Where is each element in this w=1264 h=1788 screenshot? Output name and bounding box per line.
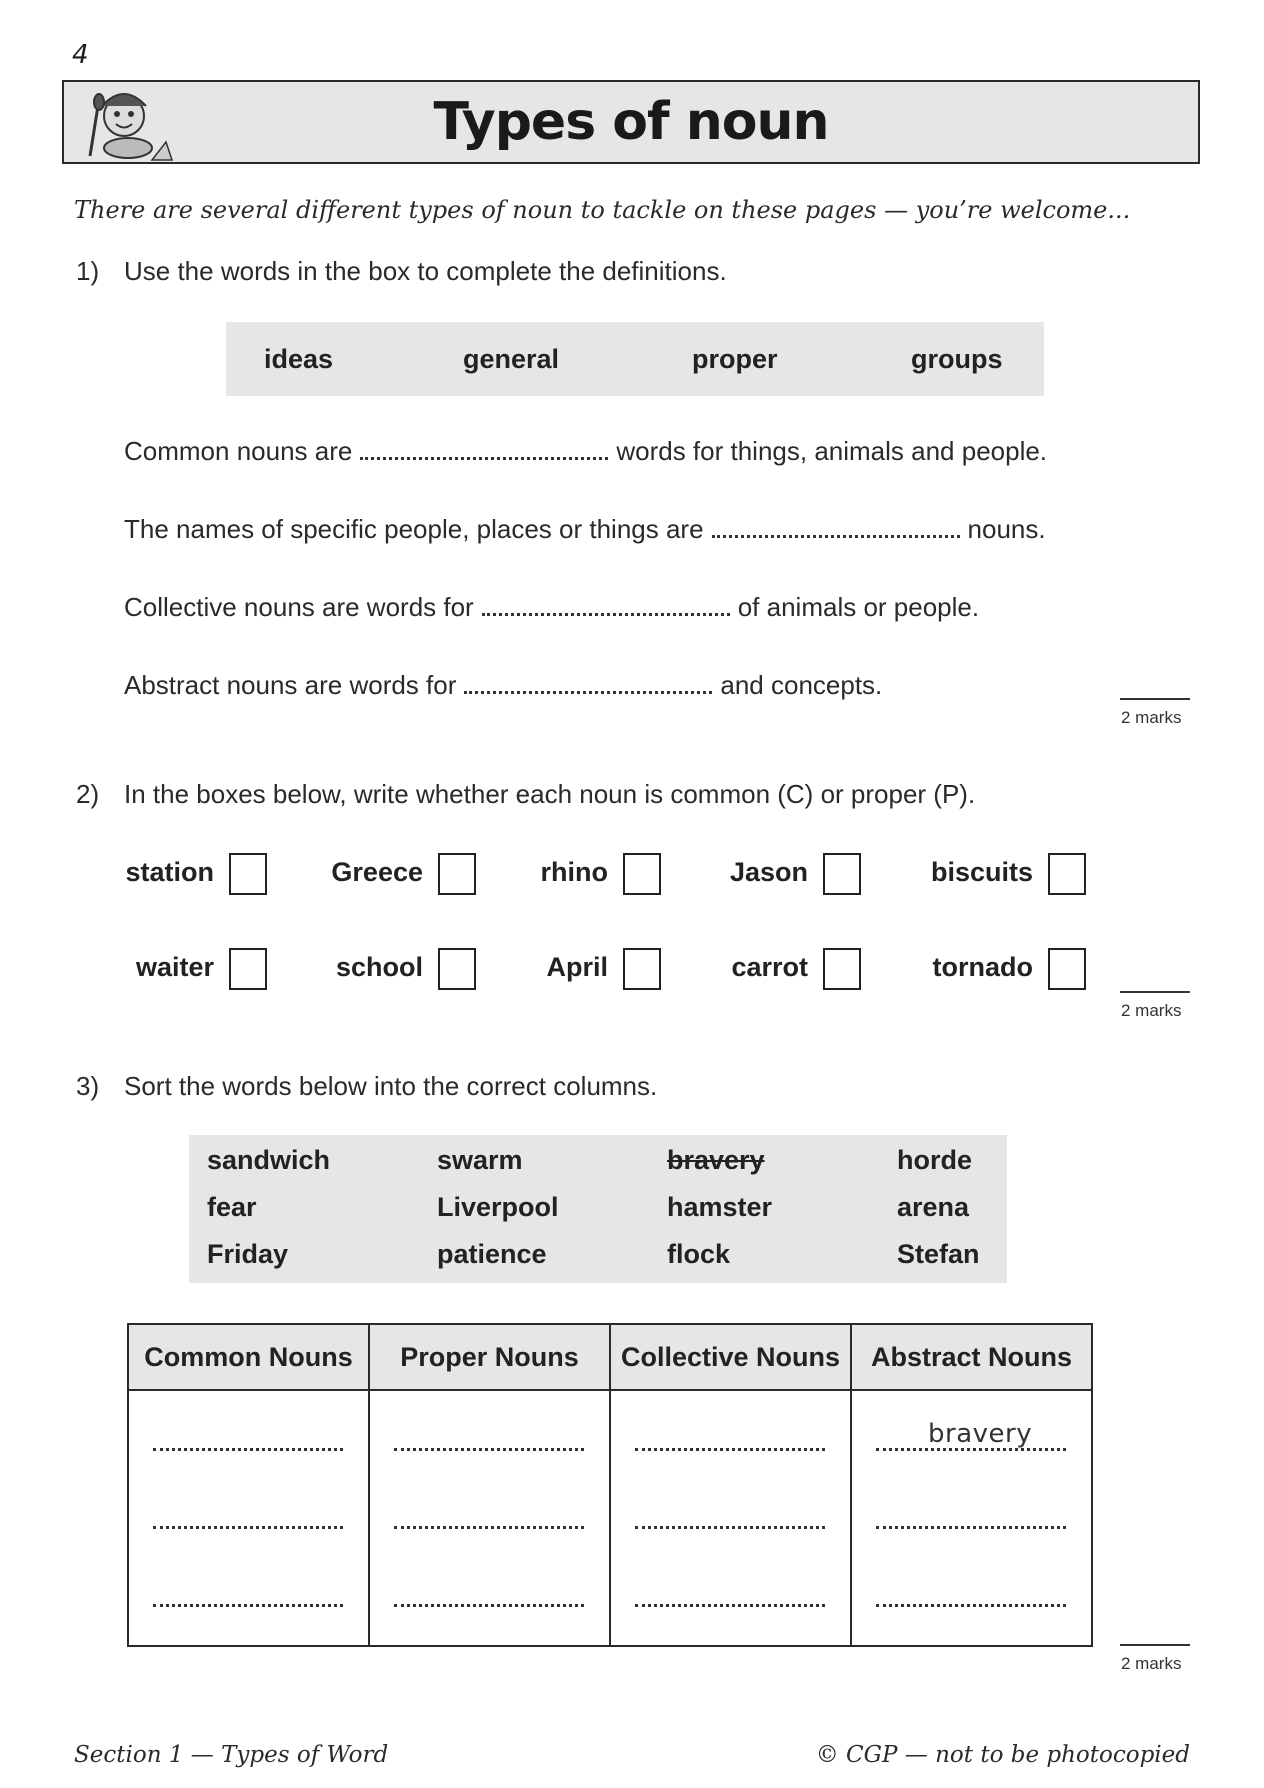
- sentence-start: Common nouns are: [124, 436, 353, 466]
- example-answer: bravery: [928, 1419, 1033, 1449]
- noun-label: waiter: [135, 952, 214, 982]
- table-header-row: [128, 1324, 1092, 1390]
- noun-answer-box[interactable]: [229, 948, 267, 990]
- noun-label: Jason: [729, 857, 808, 887]
- sentence-end: nouns.: [967, 514, 1046, 544]
- noun-answer-box[interactable]: [438, 948, 476, 990]
- answer-line[interactable]: [635, 1602, 825, 1607]
- sort-word: swarm: [437, 1145, 523, 1175]
- sentence-start: The names of specific people, places or things are: [124, 514, 704, 544]
- marks-line: [1120, 698, 1190, 700]
- q1-prompt: Use the words in the box to complete the definitions.: [124, 256, 727, 286]
- title-banner: [62, 80, 1200, 164]
- answer-line[interactable]: [394, 1446, 584, 1451]
- box-word: ideas: [264, 344, 334, 374]
- noun-label: carrot: [731, 952, 808, 982]
- page-number: 4: [72, 40, 89, 70]
- noun-sort-table: [127, 1323, 1093, 1647]
- column-header: Abstract Nouns: [851, 1324, 1092, 1390]
- box-word: proper: [692, 344, 778, 374]
- answer-line[interactable]: [876, 1446, 1066, 1451]
- definition-sentence: [124, 669, 882, 701]
- q2-number: 2): [76, 779, 100, 809]
- definition-sentence: [124, 591, 979, 623]
- sentence-end: of animals or people.: [737, 592, 980, 622]
- sort-word: Stefan: [897, 1239, 980, 1269]
- noun-answer-box[interactable]: [1048, 948, 1086, 990]
- noun-answer-box[interactable]: [623, 853, 661, 895]
- q2-marks: 2 marks: [1121, 1001, 1182, 1020]
- sort-word: sandwich: [207, 1145, 331, 1175]
- q3-word-box: [189, 1135, 1007, 1283]
- sort-word: hamster: [667, 1192, 773, 1222]
- answer-line[interactable]: [153, 1602, 343, 1607]
- sort-word: patience: [437, 1239, 547, 1269]
- sort-word-crossed: bravery: [667, 1145, 765, 1175]
- definition-sentence: [124, 513, 1046, 545]
- footer-copyright: © CGP — not to be photocopied: [815, 1742, 1190, 1768]
- q3-prompt: Sort the words below into the correct columns.: [124, 1071, 658, 1101]
- proper-nouns-cell: [369, 1390, 610, 1646]
- sort-word: Liverpool: [437, 1192, 559, 1222]
- answer-blank[interactable]: [360, 435, 608, 460]
- noun-label: school: [335, 952, 423, 982]
- q1-word-box: [226, 322, 1044, 396]
- noun-answer-box[interactable]: [823, 948, 861, 990]
- definition-sentence: [124, 435, 1047, 467]
- noun-answer-box[interactable]: [229, 853, 267, 895]
- common-nouns-cell: [128, 1390, 369, 1646]
- noun-answer-box[interactable]: [1048, 853, 1086, 895]
- sort-word: horde: [897, 1145, 973, 1175]
- sentence-start: Abstract nouns are words for: [124, 670, 457, 700]
- answer-line[interactable]: [635, 1446, 825, 1451]
- noun-label: Greece: [331, 857, 423, 887]
- sentence-end: words for things, animals and people.: [616, 436, 1048, 466]
- noun-answer-box[interactable]: [438, 853, 476, 895]
- sort-word: flock: [667, 1239, 731, 1269]
- column-header: Collective Nouns: [610, 1324, 851, 1390]
- answer-line[interactable]: [153, 1524, 343, 1529]
- answer-line[interactable]: [876, 1524, 1066, 1529]
- q1-number: 1): [76, 256, 100, 286]
- page-title: Types of noun: [433, 92, 829, 152]
- marks-line: [1120, 1644, 1190, 1646]
- noun-answer-box[interactable]: [823, 853, 861, 895]
- answer-line[interactable]: [394, 1524, 584, 1529]
- sentence-end: and concepts.: [720, 670, 883, 700]
- q3-number: 3): [76, 1071, 100, 1101]
- q2-prompt: In the boxes below, write whether each noun is common (C) or proper (P).: [124, 779, 976, 809]
- sort-word: arena: [897, 1192, 970, 1222]
- answer-line[interactable]: [876, 1602, 1066, 1607]
- sort-word: Friday: [207, 1239, 289, 1269]
- answer-blank[interactable]: [482, 591, 730, 616]
- marks-line: [1120, 991, 1190, 993]
- sort-word: fear: [207, 1192, 257, 1222]
- intro-text: There are several different types of noun to tackle on these pages — you’re welcome...: [74, 196, 1131, 224]
- q1-marks: 2 marks: [1121, 708, 1182, 727]
- footer-section: Section 1 — Types of Word: [74, 1742, 389, 1768]
- answer-line[interactable]: [394, 1602, 584, 1607]
- collective-nouns-cell: [610, 1390, 851, 1646]
- noun-answer-box[interactable]: [623, 948, 661, 990]
- q3-marks: 2 marks: [1121, 1654, 1182, 1673]
- box-word: general: [463, 344, 560, 374]
- abstract-nouns-cell: [851, 1390, 1092, 1646]
- column-header: Common Nouns: [128, 1324, 369, 1390]
- answer-blank[interactable]: [464, 669, 712, 694]
- table-answer-row: [128, 1390, 1092, 1646]
- noun-label: rhino: [540, 857, 608, 887]
- noun-label: tornado: [932, 952, 1033, 982]
- column-header: Proper Nouns: [369, 1324, 610, 1390]
- answer-blank[interactable]: [712, 513, 960, 538]
- noun-label: biscuits: [930, 857, 1033, 887]
- noun-label: April: [546, 952, 608, 982]
- noun-label: station: [125, 857, 214, 887]
- answer-line[interactable]: [635, 1524, 825, 1529]
- box-word: groups: [911, 344, 1003, 374]
- sentence-start: Collective nouns are words for: [124, 592, 474, 622]
- answer-line[interactable]: [153, 1446, 343, 1451]
